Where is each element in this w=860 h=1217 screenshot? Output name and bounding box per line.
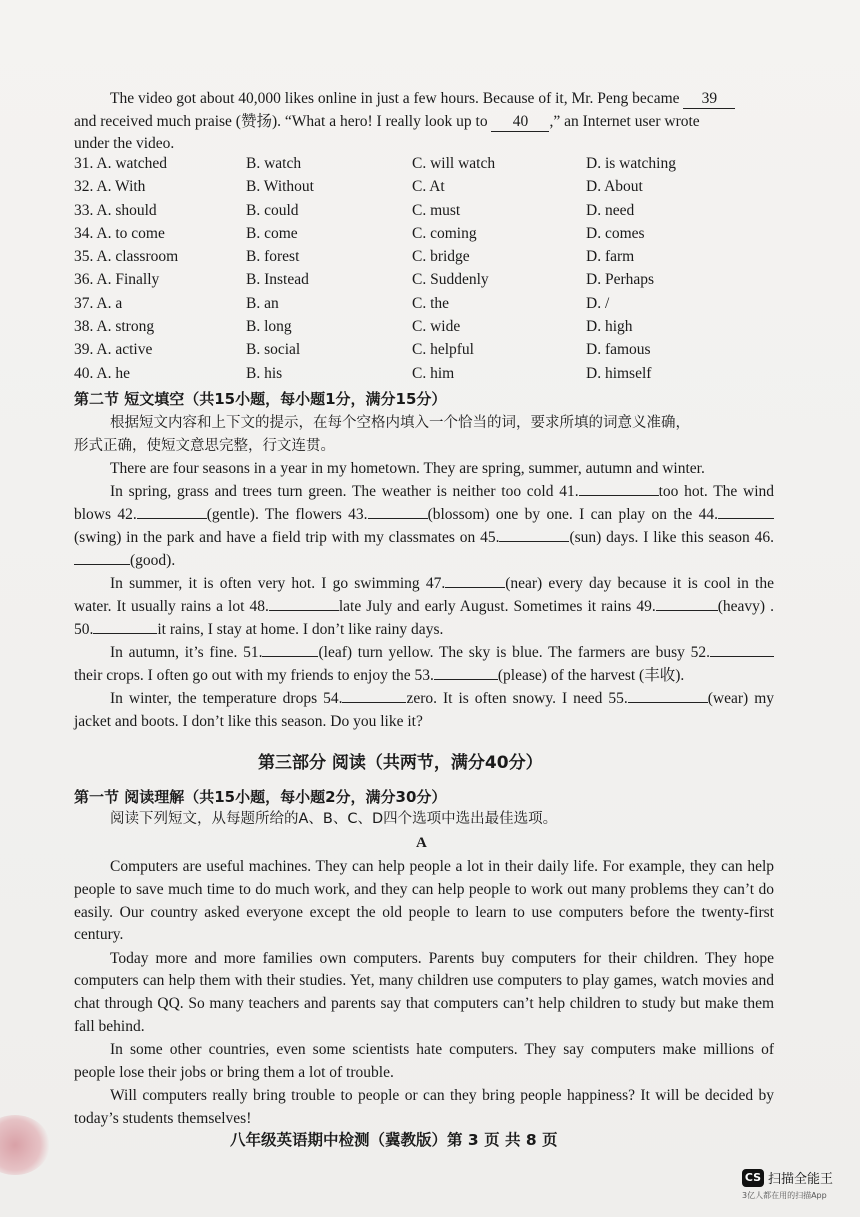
intro-line-1: The video got about 40,000 likes online in just a few hours. Because of it, Mr. Peng became 39 [110,88,735,110]
section2-body [74,412,774,734]
blank-40: 40 [491,113,549,132]
option-row: 38. A. strong B. long C. wide D. high [74,318,633,336]
options-table [74,152,774,385]
intro-line-2: and received much praise (赞扬). “What a hero! I really look up to 40 ,” an Internet user wrote [74,113,700,130]
part3-section1-heading: 第一节 阅读理解（共15小题，每小题2分，满分30分） [74,788,447,806]
passage-paragraph: Computers are useful machines. They can help people a lot in their daily life. For example, they can help people to save much time to do much work, and they can help people to work out many problems they can’t do easily. Our country asked everyone except the old people to learn to use computers before the twenty-first century. [74,858,774,944]
intro-line-3: under the video. [74,135,175,152]
passage-paragraph: In some other countries, even some scientists hate computers. They say computers make millions of people lose their jobs or bring them a lot of trouble. [74,1041,774,1082]
option-row: 34. A. to come B. come C. coming D. comes [74,224,645,242]
blank-39: 39 [683,90,735,109]
part3-instruction: 阅读下列短文，从每题所给的A、B、C、D四个选项中选出最佳选项。 [110,811,558,827]
option-row: 32. A. With B. Without C. At D. About [74,178,643,196]
option-row: 31. A. watched B. watch C. will watch D. is watching [74,155,676,172]
part3-heading: 第三部分 阅读（共两节，满分40分） [258,753,543,773]
option-row: 37. A. a B. an C. the D. / [74,294,610,312]
section2-heading: 第二节 短文填空（共15小题，每小题1分，满分15分） [74,390,447,408]
section2-instruction: 根据短文内容和上下文的提示，在每个空格内填入一个恰当的词，要求所填的词意义准确， 形式正确，使短文意思完整，行文连贯。 [74,415,690,454]
watermark-name: 扫描全能王 [768,1172,834,1187]
option-row: 35. A. classroom B. forest C. bridge D. farm [74,248,635,266]
passage-a [74,856,774,1132]
camscanner-logo-icon: CS [742,1169,764,1187]
option-row: 36. A. Finally B. Instead C. Suddenly D. Perhaps [74,271,655,289]
passage-label: A [416,835,427,851]
scanner-watermark [742,1165,860,1205]
paragraph-winter: In winter, the temperature drops 54. zero. It is often snowy. I need 55. (wear) my jacket and boots. I don’t like this season. Do you like it? [74,690,775,730]
option-row: 39. A. active B. social C. helpful D. famous [74,341,651,359]
option-row: 33. A. should B. could C. must D. need [74,201,635,219]
paragraph-summer: In summer, it is often very hot. I go swimming 47. (near) every day because it is cool in the water. It usually rains a lot 48. late July and early August. Sometimes it rains 49. (heavy) . 50. it rains, I stay at home. I don’t like rainy days. [74,575,774,638]
paragraph-autumn: In autumn, it’s fine. 51. (leaf) turn yellow. The sky is blue. The farmers are busy 52.their crops. I often go out with my friends to enjoy the 53. (please) of the harvest (丰收). [74,642,774,688]
paragraph-intro: There are four seasons in a year in my hometown. They are spring, summer, autumn and winter. [110,460,705,478]
option-row: 40. A. he B. his C. him D. himself [74,364,652,382]
paragraph-spring: In spring, grass and trees turn green. The weather is neither too cold 41. too hot. The wind blows 42. (gentle). The flowers 43. (blossom) one by one. I can play on the 44.(swing) in the park and have a field trip with my classmates on 45. (sun) days. I like this season 46.(good). [74,483,775,569]
watermark-subtitle: 3亿人都在用的扫描App [742,1191,827,1200]
passage-paragraph: Will computers really bring trouble to people or can they bring people happiness? It will be decided by today’s students themselves! [74,1087,774,1128]
passage-paragraph: Today more and more families own computers. Parents buy computers for their children. They hope computers can help them with their studies. Yet, many children use computers to play games, watch movies and chat through QQ. So many teachers and parents say that computers can’t help children to study but make them fall behind. [74,949,774,1036]
page-footer: 八年级英语期中检测（冀教版）第 3 页 共 8 页 [230,1131,558,1149]
